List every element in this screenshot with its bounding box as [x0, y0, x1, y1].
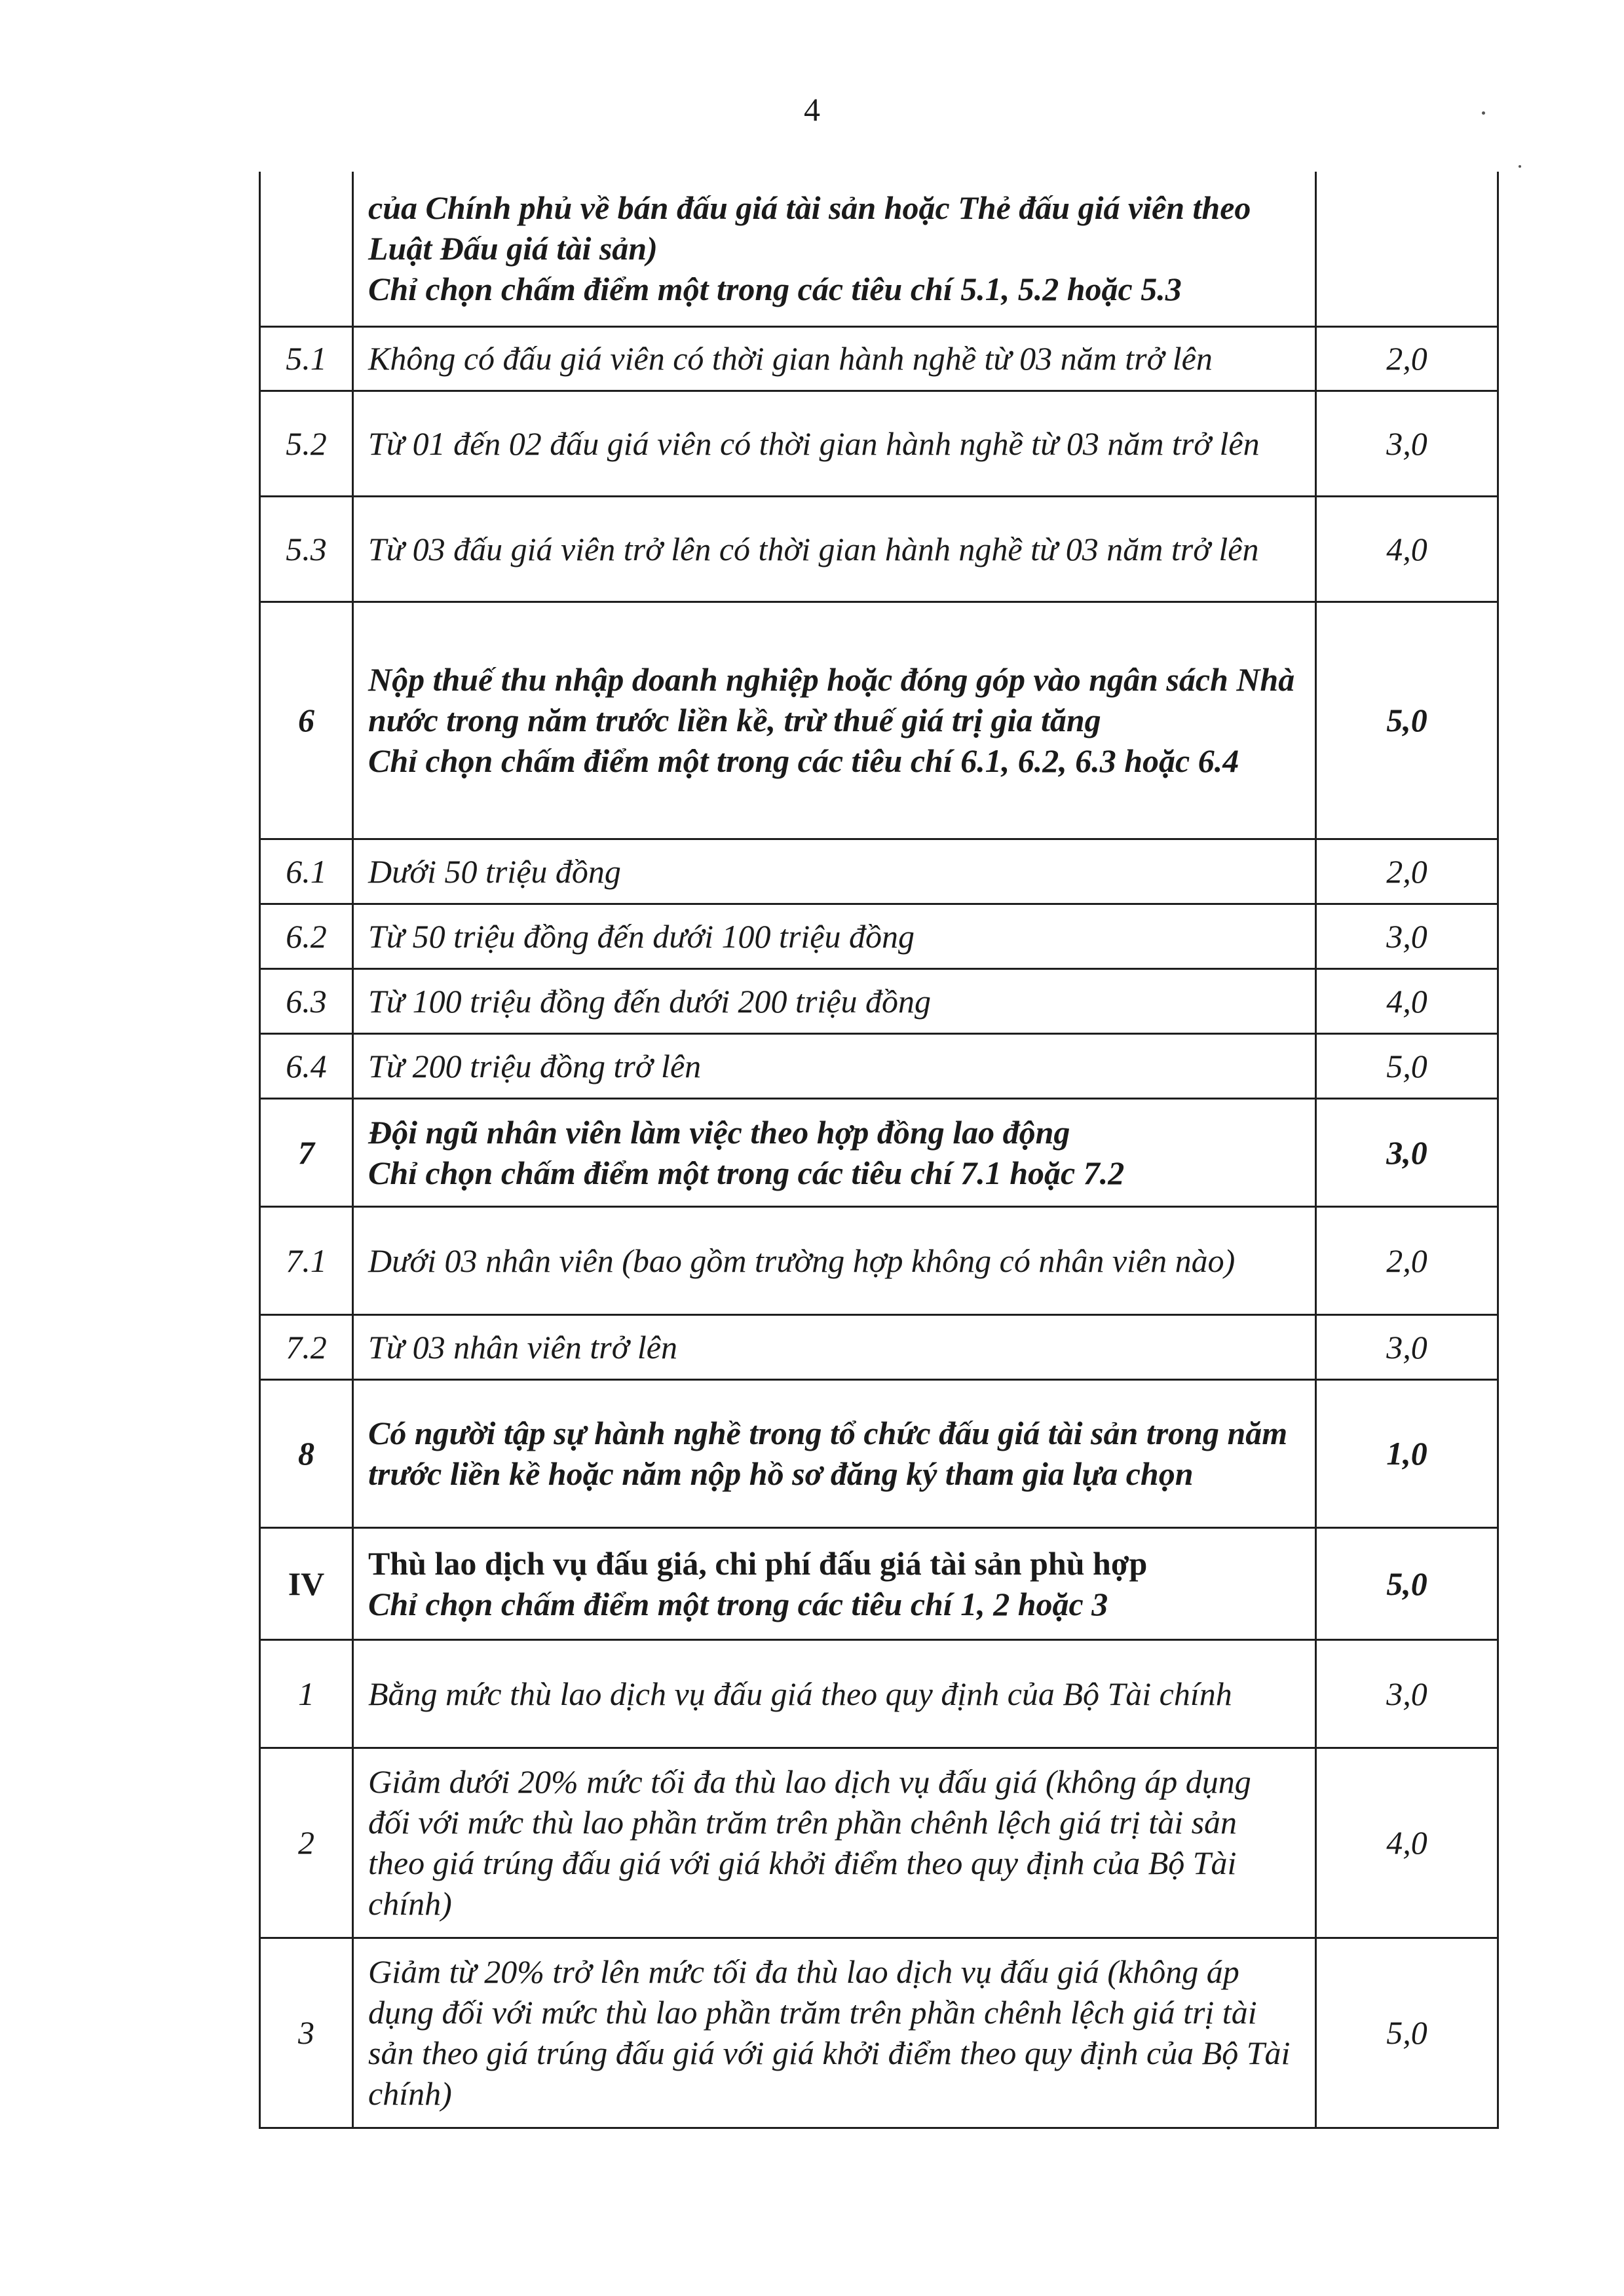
criterion-points: 4,0	[1316, 1748, 1498, 1938]
criterion-text: Từ 01 đến 02 đấu giá viên có thời gian hành nghề từ 03 năm trở lên	[368, 425, 1260, 462]
criterion-text: Bằng mức thù lao dịch vụ đấu giá theo quy định của Bộ Tài chính	[368, 1675, 1232, 1712]
criterion-note: Chỉ chọn chấm điểm một trong các tiêu chí 6.1, 6.2, 6.3 hoặc 6.4	[368, 742, 1239, 779]
criterion-number: 6.4	[260, 1033, 353, 1098]
scan-speck	[1482, 111, 1485, 115]
criterion-description	[353, 602, 1316, 839]
criterion-points	[1316, 172, 1498, 326]
criterion-points: 5,0	[1316, 1527, 1498, 1639]
criterion-description	[353, 1938, 1316, 2128]
table-row	[260, 839, 1498, 904]
criterion-points: 2,0	[1316, 326, 1498, 391]
criterion-description	[353, 1748, 1316, 1938]
criterion-points: 3,0	[1316, 1314, 1498, 1379]
criterion-number: 2	[260, 1748, 353, 1938]
criterion-text: Giảm từ 20% trở lên mức tối đa thù lao dịch vụ đấu giá (không áp dụng đối với mức thù lao phần trăm trên phần chênh lệch giá trị tài sản theo giá trúng đấu giá với giá khởi điểm theo quy định của Bộ Tài chính)	[368, 1953, 1291, 2112]
table-row	[260, 904, 1498, 968]
criterion-text: Không có đấu giá viên có thời gian hành nghề từ 03 năm trở lên	[368, 340, 1213, 377]
criterion-description	[353, 326, 1316, 391]
criterion-description	[353, 172, 1316, 326]
criterion-points: 5,0	[1316, 1033, 1498, 1098]
table-row	[260, 391, 1498, 496]
table-row-section	[260, 1527, 1498, 1639]
table-row	[260, 1206, 1498, 1314]
criterion-description	[353, 1098, 1316, 1206]
page-number: 4	[804, 91, 820, 128]
criterion-points: 1,0	[1316, 1379, 1498, 1527]
criterion-points: 3,0	[1316, 1098, 1498, 1206]
section-title: Thù lao dịch vụ đấu giá, chi phí đấu giá tài sản phù hợp	[368, 1544, 1148, 1582]
criterion-description	[353, 1314, 1316, 1379]
criterion-text: Nộp thuế thu nhập doanh nghiệp hoặc đóng góp vào ngân sách Nhà nước trong năm trước liền kề, trừ thuế giá trị gia tăng	[368, 661, 1295, 738]
table-row	[260, 326, 1498, 391]
criterion-number: 7.2	[260, 1314, 353, 1379]
criterion-number: 6.1	[260, 839, 353, 904]
criterion-text: Từ 50 triệu đồng đến dưới 100 triệu đồng	[368, 917, 915, 955]
table-row	[260, 496, 1498, 602]
scoring-criteria-table	[259, 172, 1499, 2129]
criterion-note: Chỉ chọn chấm điểm một trong các tiêu chí 7.1 hoặc 7.2	[368, 1154, 1125, 1191]
criterion-description	[353, 1527, 1316, 1639]
criterion-number: 5.2	[260, 391, 353, 496]
table-row	[260, 1748, 1498, 1938]
criterion-text: Dưới 03 nhân viên (bao gồm trường hợp không có nhân viên nào)	[368, 1242, 1236, 1279]
criterion-points: 5,0	[1316, 1938, 1498, 2128]
criterion-description	[353, 391, 1316, 496]
criterion-description	[353, 1206, 1316, 1314]
criterion-text: Từ 03 nhân viên trở lên	[368, 1328, 677, 1366]
criterion-note: Chỉ chọn chấm điểm một trong các tiêu chí 1, 2 hoặc 3	[368, 1585, 1108, 1622]
criterion-description	[353, 496, 1316, 602]
table-row	[260, 1033, 1498, 1098]
criterion-points: 4,0	[1316, 496, 1498, 602]
criterion-text: Đội ngũ nhân viên làm việc theo hợp đồng lao động	[368, 1113, 1070, 1151]
criterion-number: 5.3	[260, 496, 353, 602]
criterion-number: 7	[260, 1098, 353, 1206]
criterion-number: 5.1	[260, 326, 353, 391]
criterion-points: 2,0	[1316, 839, 1498, 904]
criterion-number: 7.1	[260, 1206, 353, 1314]
table-row-continuation	[260, 172, 1498, 326]
table-row	[260, 602, 1498, 839]
criterion-description	[353, 839, 1316, 904]
criterion-text: của Chính phủ về bán đấu giá tài sản hoặc Thẻ đấu giá viên theo Luật Đấu giá tài sản)	[368, 189, 1251, 267]
criterion-points: 3,0	[1316, 1639, 1498, 1748]
criterion-note: Chỉ chọn chấm điểm một trong các tiêu chí 5.1, 5.2 hoặc 5.3	[368, 271, 1182, 308]
criterion-text: Có người tập sự hành nghề trong tổ chức đấu giá tài sản trong năm trước liền kề hoặc năm nộp hồ sơ đăng ký tham gia lựa chọn	[368, 1415, 1288, 1492]
criterion-number: 1	[260, 1639, 353, 1748]
criterion-points: 3,0	[1316, 904, 1498, 968]
criterion-text: Dưới 50 triệu đồng	[368, 852, 621, 890]
table-row	[260, 968, 1498, 1033]
criterion-description	[353, 1033, 1316, 1098]
table-row	[260, 1379, 1498, 1527]
criterion-text: Từ 100 triệu đồng đến dưới 200 triệu đồng	[368, 982, 931, 1020]
scan-speck	[1519, 165, 1521, 168]
criterion-text: Giảm dưới 20% mức tối đa thù lao dịch vụ đấu giá (không áp dụng đối với mức thù lao phần trăm trên phần chênh lệch giá trị tài sản theo giá trúng đấu giá với giá khởi điểm theo quy định của Bộ Tài chính)	[368, 1763, 1251, 1922]
criterion-number	[260, 172, 353, 326]
criterion-points: 4,0	[1316, 968, 1498, 1033]
section-number: IV	[260, 1527, 353, 1639]
criterion-description	[353, 1639, 1316, 1748]
criterion-number: 6.2	[260, 904, 353, 968]
criterion-points: 5,0	[1316, 602, 1498, 839]
criterion-text: Từ 03 đấu giá viên trở lên có thời gian hành nghề từ 03 năm trở lên	[368, 530, 1259, 567]
table-row	[260, 1639, 1498, 1748]
table-row	[260, 1938, 1498, 2128]
criterion-number: 6	[260, 602, 353, 839]
criterion-description	[353, 904, 1316, 968]
criterion-number: 8	[260, 1379, 353, 1527]
criterion-number: 6.3	[260, 968, 353, 1033]
criterion-description	[353, 1379, 1316, 1527]
table-row	[260, 1314, 1498, 1379]
criterion-points: 3,0	[1316, 391, 1498, 496]
criterion-description	[353, 968, 1316, 1033]
criterion-points: 2,0	[1316, 1206, 1498, 1314]
criterion-number: 3	[260, 1938, 353, 2128]
table-row	[260, 1098, 1498, 1206]
criterion-text: Từ 200 triệu đồng trở lên	[368, 1047, 702, 1084]
